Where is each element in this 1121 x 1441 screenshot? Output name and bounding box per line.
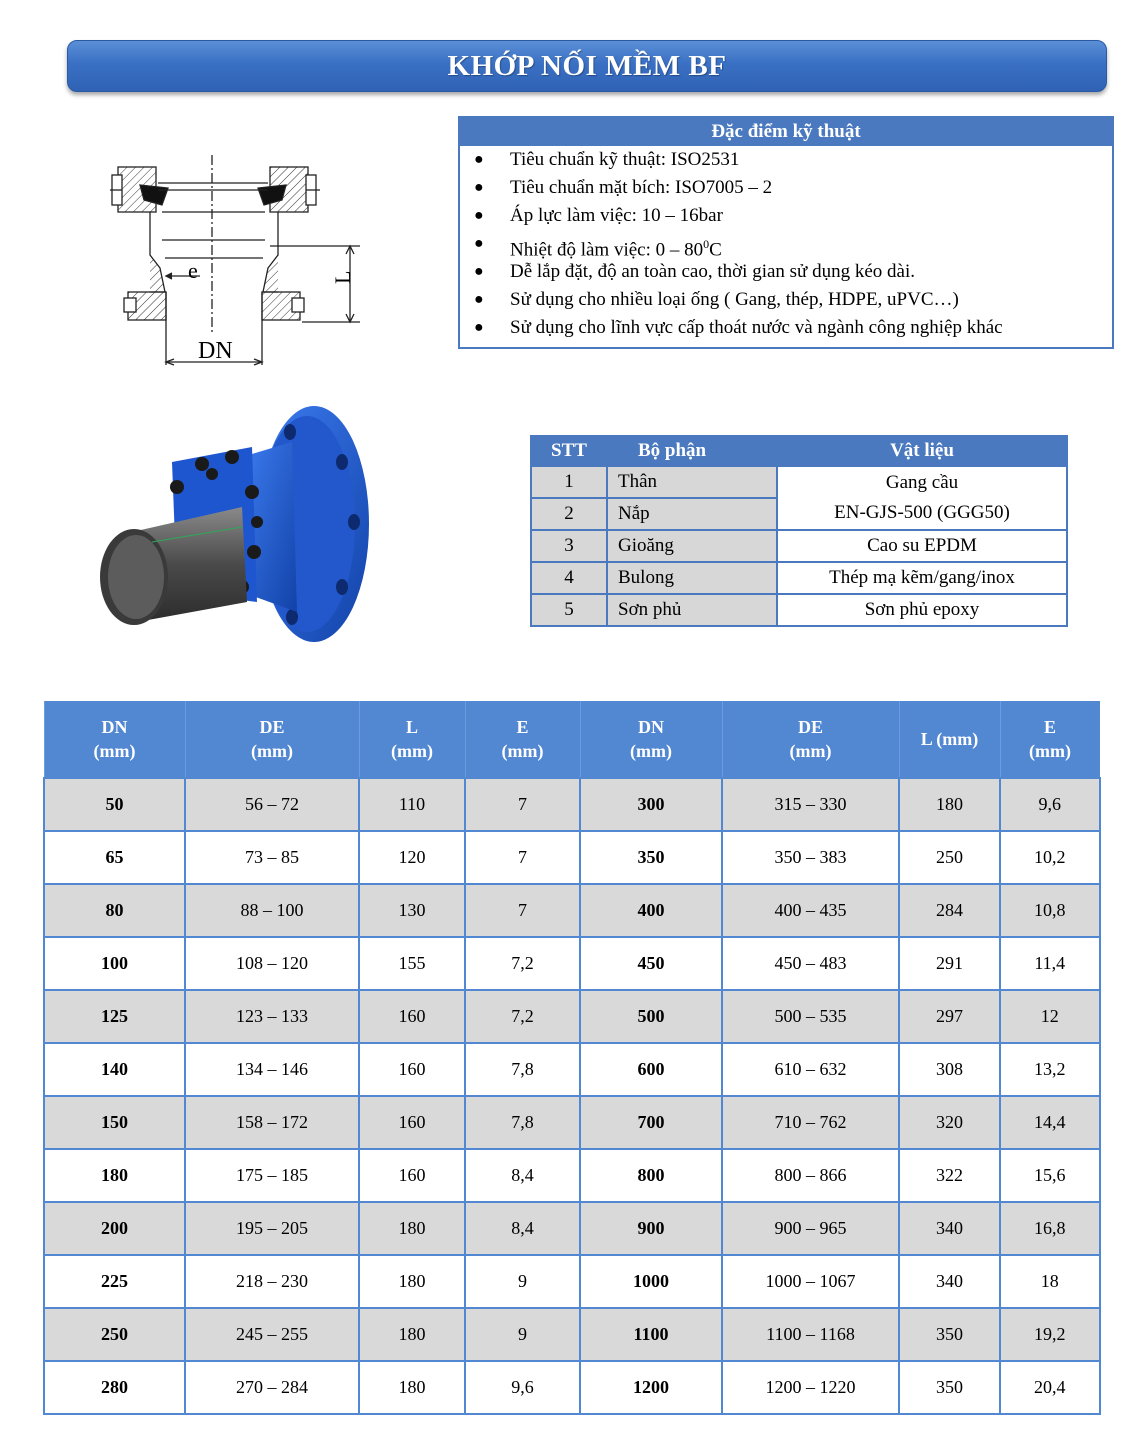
dimensions-header-cell: DN (mm)	[580, 701, 722, 778]
parts-cell: 4	[531, 562, 607, 594]
dimensions-cell: 315 – 330	[722, 778, 899, 831]
dimensions-cell: 270 – 284	[185, 1361, 359, 1414]
dimensions-cell: 130	[359, 884, 465, 937]
label-L: L	[330, 270, 355, 284]
dimensions-cell: 195 – 205	[185, 1202, 359, 1255]
parts-cell-merged	[777, 466, 1067, 530]
dimensions-cell: 400	[580, 884, 722, 937]
parts-header-row	[531, 436, 1067, 466]
dimensions-cell: 340	[899, 1255, 1000, 1308]
dimensions-cell: 12	[1000, 990, 1100, 1043]
dimensions-cell: 15,6	[1000, 1149, 1100, 1202]
dimensions-cell: 100	[44, 937, 185, 990]
dimensions-cell: 160	[359, 1149, 465, 1202]
title-banner	[67, 40, 1107, 92]
parts-cell: 1	[531, 466, 607, 498]
dimensions-cell: 1000	[580, 1255, 722, 1308]
dimensions-cell: 134 – 146	[185, 1043, 359, 1096]
dimensions-cell: 10,8	[1000, 884, 1100, 937]
dimensions-cell: 450 – 483	[722, 937, 899, 990]
dimensions-cell: 700	[580, 1096, 722, 1149]
parts-row	[531, 562, 1067, 594]
parts-cell: Bulong	[607, 562, 777, 594]
dimensions-cell: 218 – 230	[185, 1255, 359, 1308]
parts-cell: Nắp	[607, 498, 777, 530]
dimensions-cell: 291	[899, 937, 1000, 990]
dimensions-cell: 180	[359, 1255, 465, 1308]
dimensions-row	[44, 937, 1100, 990]
dimensions-cell: 80	[44, 884, 185, 937]
parts-cell: Thép mạ kẽm/gang/inox	[777, 562, 1067, 594]
dimensions-cell: 600	[580, 1043, 722, 1096]
material-line: Gang cầu	[885, 472, 959, 493]
dimensions-cell: 7	[465, 831, 580, 884]
spec-heading: Đặc điểm kỹ thuật	[460, 118, 1112, 146]
dimensions-cell: 297	[899, 990, 1000, 1043]
parts-cell: Sơn phủ epoxy	[777, 594, 1067, 626]
parts-row	[531, 530, 1067, 562]
dimensions-row	[44, 1149, 1100, 1202]
dimensions-cell: 9,6	[1000, 778, 1100, 831]
dimensions-row	[44, 990, 1100, 1043]
parts-header-cell: Vật liệu	[777, 436, 1067, 466]
dimensions-cell: 320	[899, 1096, 1000, 1149]
dimensions-cell: 180	[359, 1202, 465, 1255]
dimensions-cell: 180	[44, 1149, 185, 1202]
dimensions-cell: 322	[899, 1149, 1000, 1202]
spec-item: ● Tiêu chuẩn kỹ thuật: ISO2531	[474, 146, 1112, 174]
parts-cell: 3	[531, 530, 607, 562]
label-e: e	[188, 258, 198, 283]
dimensions-cell: 225	[44, 1255, 185, 1308]
dimensions-header-cell: DN (mm)	[44, 701, 185, 778]
bullet-icon: ●	[474, 179, 484, 196]
dimensions-row	[44, 1202, 1100, 1255]
material-line: EN-GJS-500 (GGG50)	[834, 502, 1010, 523]
cross-section-drawing	[110, 150, 370, 375]
dimensions-cell: 8,4	[465, 1149, 580, 1202]
dimensions-cell: 1000 – 1067	[722, 1255, 899, 1308]
dimensions-cell: 350 – 383	[722, 831, 899, 884]
dimensions-cell: 200	[44, 1202, 185, 1255]
parts-cell: Cao su EPDM	[777, 530, 1067, 562]
spec-item: ● Áp lực làm việc: 10 – 16bar	[474, 202, 1112, 230]
parts-row	[531, 594, 1067, 626]
dimensions-cell: 150	[44, 1096, 185, 1149]
dimensions-cell: 10,2	[1000, 831, 1100, 884]
dimensions-header-cell: DE (mm)	[722, 701, 899, 778]
label-DN: DN	[198, 338, 233, 364]
dimensions-cell: 500 – 535	[722, 990, 899, 1043]
dimensions-cell: 245 – 255	[185, 1308, 359, 1361]
dimensions-cell: 123 – 133	[185, 990, 359, 1043]
dimensions-cell: 9	[465, 1255, 580, 1308]
parts-cell: Sơn phủ	[607, 594, 777, 626]
dimensions-cell: 56 – 72	[185, 778, 359, 831]
dimensions-cell: 1200 – 1220	[722, 1361, 899, 1414]
dimensions-header-cell: E (mm)	[465, 701, 580, 778]
dimensions-header-cell: E (mm)	[1000, 701, 1100, 778]
dimensions-cell: 308	[899, 1043, 1000, 1096]
dimensions-cell: 18	[1000, 1255, 1100, 1308]
dimensions-cell: 125	[44, 990, 185, 1043]
dimensions-row	[44, 1308, 1100, 1361]
dimensions-cell: 158 – 172	[185, 1096, 359, 1149]
dimensions-cell: 280	[44, 1361, 185, 1414]
dimensions-cell: 140	[44, 1043, 185, 1096]
dimensions-cell: 710 – 762	[722, 1096, 899, 1149]
dimensions-cell: 180	[359, 1308, 465, 1361]
dimensions-cell: 284	[899, 884, 1000, 937]
dimensions-cell: 250	[44, 1308, 185, 1361]
dimensions-cell: 160	[359, 1096, 465, 1149]
dimensions-cell: 175 – 185	[185, 1149, 359, 1202]
dimensions-cell: 800 – 866	[722, 1149, 899, 1202]
dimensions-header-row	[44, 701, 1100, 778]
dimensions-cell: 9,6	[465, 1361, 580, 1414]
page-title: KHỚP NỐI MỀM BF	[447, 49, 727, 82]
dimensions-cell: 14,4	[1000, 1096, 1100, 1149]
dimensions-cell: 120	[359, 831, 465, 884]
dimensions-cell: 160	[359, 1043, 465, 1096]
dimensions-cell: 160	[359, 990, 465, 1043]
spec-box	[458, 116, 1114, 349]
parts-row	[531, 466, 1067, 498]
spec-item: ● Nhiệt độ làm việc: $0 - 80^0C$	[474, 230, 1112, 258]
dimensions-cell: 8,4	[465, 1202, 580, 1255]
dimensions-cell: 7	[465, 884, 580, 937]
dimensions-cell: 19,2	[1000, 1308, 1100, 1361]
bullet-icon: ●	[474, 207, 484, 224]
dimensions-cell: 340	[899, 1202, 1000, 1255]
spec-item: ● Sử dụng cho lĩnh vực cấp thoát nước và ngành công nghiệp khác	[474, 314, 1112, 342]
dimensions-cell: 350	[580, 831, 722, 884]
spec-item: ● Tiêu chuẩn mặt bích: ISO7005 – 2	[474, 174, 1112, 202]
dimensions-cell: 1100 – 1168	[722, 1308, 899, 1361]
dimensions-cell: 9	[465, 1308, 580, 1361]
dimensions-table	[43, 701, 1101, 1415]
dimensions-cell: 50	[44, 778, 185, 831]
bullet-icon: ●	[474, 235, 484, 252]
dimensions-row	[44, 831, 1100, 884]
dimensions-cell: 450	[580, 937, 722, 990]
dimensions-cell: 16,8	[1000, 1202, 1100, 1255]
bullet-icon: ●	[474, 319, 484, 336]
bullet-icon: ●	[474, 291, 484, 308]
dimensions-cell: 180	[359, 1361, 465, 1414]
dimensions-cell: 350	[899, 1308, 1000, 1361]
dimensions-cell: 73 – 85	[185, 831, 359, 884]
dimensions-cell: 7,8	[465, 1096, 580, 1149]
dimensions-header-cell: L (mm)	[899, 701, 1000, 778]
parts-header-cell: Bộ phận	[607, 436, 777, 466]
parts-cell: 5	[531, 594, 607, 626]
dimensions-cell: 110	[359, 778, 465, 831]
dimensions-cell: 900 – 965	[722, 1202, 899, 1255]
dimensions-header-cell: DE (mm)	[185, 701, 359, 778]
dimensions-cell: 13,2	[1000, 1043, 1100, 1096]
dimensions-cell: 350	[899, 1361, 1000, 1414]
dimensions-cell: 800	[580, 1149, 722, 1202]
dimensions-cell: 250	[899, 831, 1000, 884]
dimensions-cell: 300	[580, 778, 722, 831]
parts-cell: Thân	[607, 466, 777, 498]
dimensions-cell: 500	[580, 990, 722, 1043]
dimensions-cell: 11,4	[1000, 937, 1100, 990]
dimensions-cell: 1200	[580, 1361, 722, 1414]
dimensions-cell: 20,4	[1000, 1361, 1100, 1414]
dimensions-cell: 108 – 120	[185, 937, 359, 990]
dimensions-row	[44, 1043, 1100, 1096]
dimensions-row	[44, 1096, 1100, 1149]
bullet-icon: ●	[474, 263, 484, 280]
product-image	[92, 402, 377, 652]
dimensions-row	[44, 778, 1100, 831]
dimensions-cell: 7	[465, 778, 580, 831]
bullet-icon: ●	[474, 151, 484, 168]
dimensions-cell: 400 – 435	[722, 884, 899, 937]
parts-header-cell: STT	[531, 436, 607, 466]
dimensions-cell: 65	[44, 831, 185, 884]
dimensions-cell: 88 – 100	[185, 884, 359, 937]
parts-cell: Gioăng	[607, 530, 777, 562]
dimensions-cell: 7,8	[465, 1043, 580, 1096]
dimensions-cell: 180	[899, 778, 1000, 831]
dimensions-cell: 610 – 632	[722, 1043, 899, 1096]
parts-cell: 2	[531, 498, 607, 530]
dimensions-cell: 7,2	[465, 990, 580, 1043]
spec-list	[460, 146, 1112, 342]
dimensions-cell: 7,2	[465, 937, 580, 990]
dimensions-row	[44, 1361, 1100, 1414]
spec-item: ● Dễ lắp đặt, độ an toàn cao, thời gian sử dụng kéo dài.	[474, 258, 1112, 286]
dimensions-row	[44, 884, 1100, 937]
spec-item: ● Sử dụng cho nhiều loại ống ( Gang, thép, HDPE, uPVC…)	[474, 286, 1112, 314]
parts-table	[530, 435, 1068, 627]
dimensions-row	[44, 1255, 1100, 1308]
dimensions-cell: 155	[359, 937, 465, 990]
dimensions-cell: 1100	[580, 1308, 722, 1361]
dimensions-header-cell: L (mm)	[359, 701, 465, 778]
dimensions-cell: 900	[580, 1202, 722, 1255]
